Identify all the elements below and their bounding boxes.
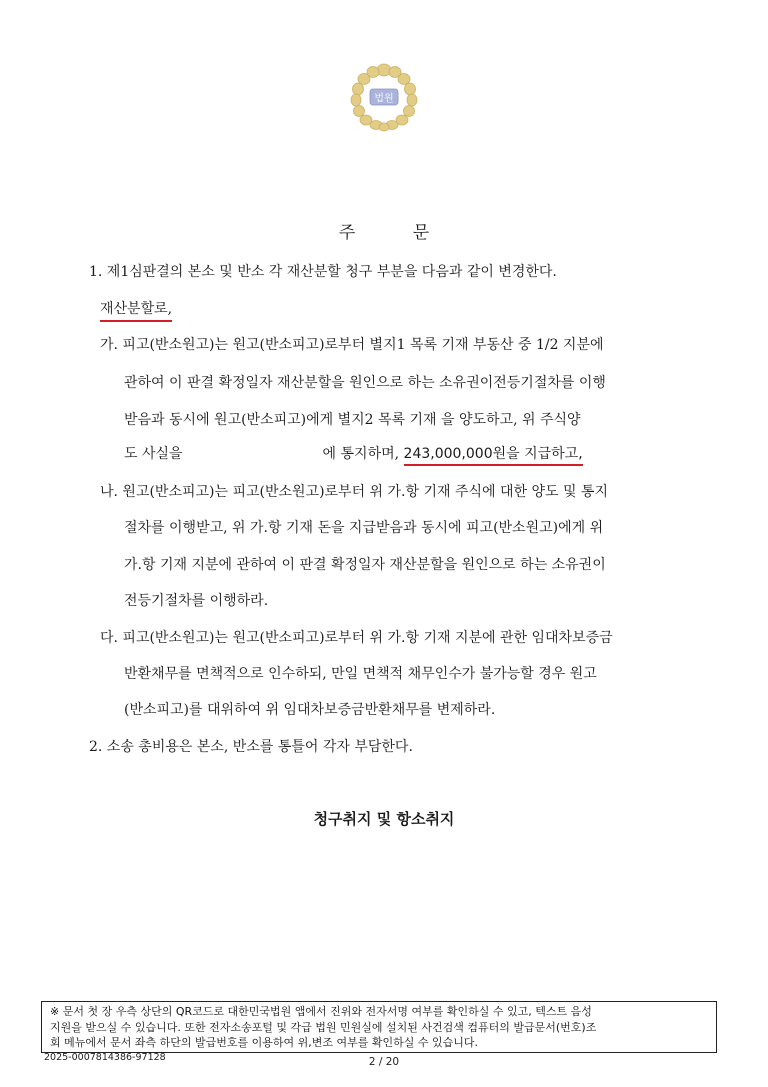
notice-line-1: ※ 문서 첫 장 우측 상단의 QR코드로 대한민국법원 앱에서 진위와 전자서명 여부를 확인하실 수 있고, 텍스트 음성 bbox=[50, 1005, 592, 1018]
ga-line-4 bbox=[124, 444, 583, 464]
page-title bbox=[0, 218, 768, 243]
payment-amount: 243,000,000원을 지급하고, bbox=[404, 446, 583, 466]
item-2: 2. 소송 총비용은 본소, 반소를 통틀어 각자 부담한다. bbox=[89, 739, 413, 755]
ga-line-1: 가. 피고(반소원고)는 원고(반소피고)로부터 별지1 목록 기재 부동산 중 1/2 지분에 bbox=[100, 337, 604, 353]
verification-notice bbox=[41, 1001, 717, 1053]
title-char-1: 주 bbox=[338, 223, 356, 243]
ga-line-4-start: 도 사실을 bbox=[124, 446, 183, 462]
property-division-text: 재산분할로, bbox=[100, 301, 172, 322]
title-char-2: 문 bbox=[412, 223, 430, 243]
ga-line-2: 관하여 이 판결 확정일자 재산분할을 원인으로 하는 소유권이전등기절차를 이행 bbox=[124, 375, 606, 391]
na-line-4: 전등기절차를 이행하라. bbox=[124, 593, 269, 609]
issue-number: 2025-0007814386-97128 bbox=[44, 1052, 166, 1063]
court-emblem-icon bbox=[339, 62, 429, 134]
notice-line-3: 회 메뉴에서 문서 좌측 하단의 발급번호를 이용하여 위,변조 여부를 확인하실 수 있습니다. bbox=[50, 1036, 478, 1049]
da-line-3: (반소피고)를 대위하여 위 임대차보증금반환채무를 변제하라. bbox=[124, 702, 496, 718]
da-line-1: 다. 피고(반소원고)는 원고(반소피고)로부터 위 가.항 기재 지분에 관한 임대차보증금 bbox=[100, 630, 613, 646]
ga-line-3: 받음과 동시에 원고(반소피고)에게 별지2 목록 기재 을 양도하고, 위 주식양 bbox=[124, 412, 581, 428]
emblem-text: 법원 bbox=[374, 93, 394, 105]
page-number: 2 / 20 bbox=[368, 1056, 400, 1068]
da-line-2: 반환채무를 면책적으로 인수하되, 만일 면책적 채무인수가 불가능할 경우 원고 bbox=[124, 666, 597, 682]
section-heading-claims: 청구취지 및 항소취지 bbox=[313, 810, 455, 828]
na-line-2: 절차를 이행받고, 위 가.항 기재 돈을 지급받음과 동시에 피고(반소원고)에게 위 bbox=[124, 520, 604, 536]
na-line-3: 가.항 기재 지분에 관하여 이 판결 확정일자 재산분할을 원인으로 하는 소유권이 bbox=[124, 557, 606, 573]
notice-line-2: 지원을 받으실 수 있습니다. 또한 전자소송포털 및 각급 법원 민원실에 설치된 사건검색 컴퓨터의 발급문서(번호)조 bbox=[50, 1020, 597, 1034]
ga-line-4-mid: 에 통지하며, bbox=[322, 446, 400, 462]
property-division-label bbox=[100, 299, 172, 319]
na-line-1: 나. 원고(반소피고)는 피고(반소원고)로부터 위 가.항 기재 주식에 대한 양도 및 통지 bbox=[100, 484, 609, 500]
item-1: 1. 제1심판결의 본소 및 반소 각 재산분할 청구 부분을 다음과 같이 변경한다. bbox=[89, 264, 557, 280]
